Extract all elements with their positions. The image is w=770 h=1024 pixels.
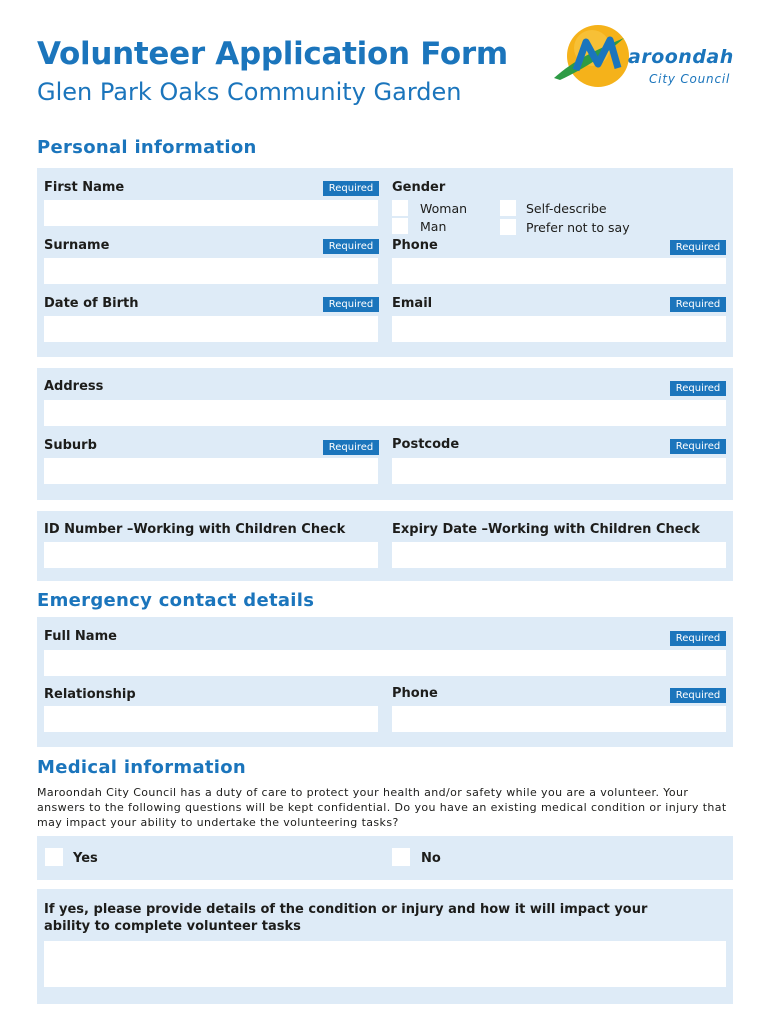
- medical-yes-label: Yes: [73, 851, 98, 866]
- email-label: Email: [392, 296, 433, 311]
- wwcc-panel: [37, 511, 733, 581]
- phone-field[interactable]: [392, 258, 726, 284]
- gender-self-describe-label: Self-describe: [526, 201, 607, 216]
- first-name-field[interactable]: [44, 200, 378, 226]
- page-title: Volunteer Application Form: [37, 36, 508, 72]
- gender-prefer-not-checkbox[interactable]: [500, 219, 516, 235]
- dob-label: Date of Birth: [44, 296, 139, 311]
- gender-self-describe-checkbox[interactable]: [500, 200, 516, 216]
- email-field[interactable]: [392, 316, 726, 342]
- surname-field[interactable]: [44, 258, 378, 284]
- emergency-phone-label: Phone: [392, 686, 438, 701]
- address-panel: [37, 368, 733, 500]
- required-badge: Required: [323, 181, 379, 196]
- required-badge: Required: [323, 440, 379, 455]
- logo-name: aroondah: [628, 46, 734, 68]
- wwcc-expiry-label: Expiry Date –Working with Children Check: [392, 522, 700, 537]
- required-badge: Required: [670, 688, 726, 703]
- section-medical-heading: Medical information: [37, 757, 247, 778]
- medical-details-field[interactable]: [44, 941, 726, 987]
- wwcc-id-field[interactable]: [44, 542, 378, 568]
- required-badge: Required: [670, 297, 726, 312]
- medical-details-label: If yes, please provide details of the condition or injury and how it will impact your ability to complete volunteer tasks: [44, 902, 648, 934]
- required-badge: Required: [670, 381, 726, 396]
- gender-prefer-not-label: Prefer not to say: [526, 220, 630, 235]
- emergency-relationship-label: Relationship: [44, 687, 136, 702]
- medical-no-label: No: [421, 851, 441, 866]
- medical-details-panel: [37, 889, 733, 1004]
- wwcc-expiry-field[interactable]: [392, 542, 726, 568]
- emergency-relationship-field[interactable]: [44, 706, 378, 732]
- medical-yes-no-panel: [37, 836, 733, 880]
- suburb-label: Suburb: [44, 438, 97, 453]
- required-badge: Required: [670, 240, 726, 255]
- emergency-full-name-label: Full Name: [44, 629, 117, 644]
- gender-woman-label: Woman: [420, 201, 468, 216]
- gender-woman-checkbox[interactable]: [392, 200, 408, 216]
- required-badge: Required: [323, 297, 379, 312]
- dob-field[interactable]: [44, 316, 378, 342]
- postcode-label: Postcode: [392, 437, 460, 452]
- first-name-label: First Name: [44, 180, 125, 195]
- section-personal-heading: Personal information: [37, 137, 257, 158]
- logo-subtitle: City Council: [649, 72, 731, 86]
- council-logo: [546, 20, 746, 92]
- gender-man-checkbox[interactable]: [392, 218, 408, 234]
- address-field[interactable]: [44, 400, 726, 426]
- required-badge: Required: [323, 239, 379, 254]
- wwcc-id-label: ID Number –Working with Children Check: [44, 522, 346, 537]
- medical-yes-checkbox[interactable]: [45, 848, 63, 866]
- section-emergency-heading: Emergency contact details: [37, 590, 315, 611]
- gender-man-label: Man: [420, 219, 447, 234]
- gender-label: Gender: [392, 180, 446, 195]
- required-badge: Required: [670, 631, 726, 646]
- suburb-field[interactable]: [44, 458, 378, 484]
- emergency-panel: [37, 617, 733, 747]
- medical-description: Maroondah City Council has a duty of care to protect your health and/or safety while you are a volunteer. Your answers to the following questions will be kept confidential. Do you have an existing medical condition or injury that may impact your ability to undertake the volunteering tasks?: [37, 786, 727, 829]
- personal-panel: [37, 168, 733, 357]
- required-badge: Required: [670, 439, 726, 454]
- emergency-full-name-field[interactable]: [44, 650, 726, 676]
- address-label: Address: [44, 379, 104, 394]
- page-subtitle: Glen Park Oaks Community Garden: [37, 78, 462, 106]
- surname-label: Surname: [44, 238, 110, 253]
- emergency-phone-field[interactable]: [392, 706, 726, 732]
- postcode-field[interactable]: [392, 458, 726, 484]
- medical-no-checkbox[interactable]: [392, 848, 410, 866]
- phone-label: Phone: [392, 238, 438, 253]
